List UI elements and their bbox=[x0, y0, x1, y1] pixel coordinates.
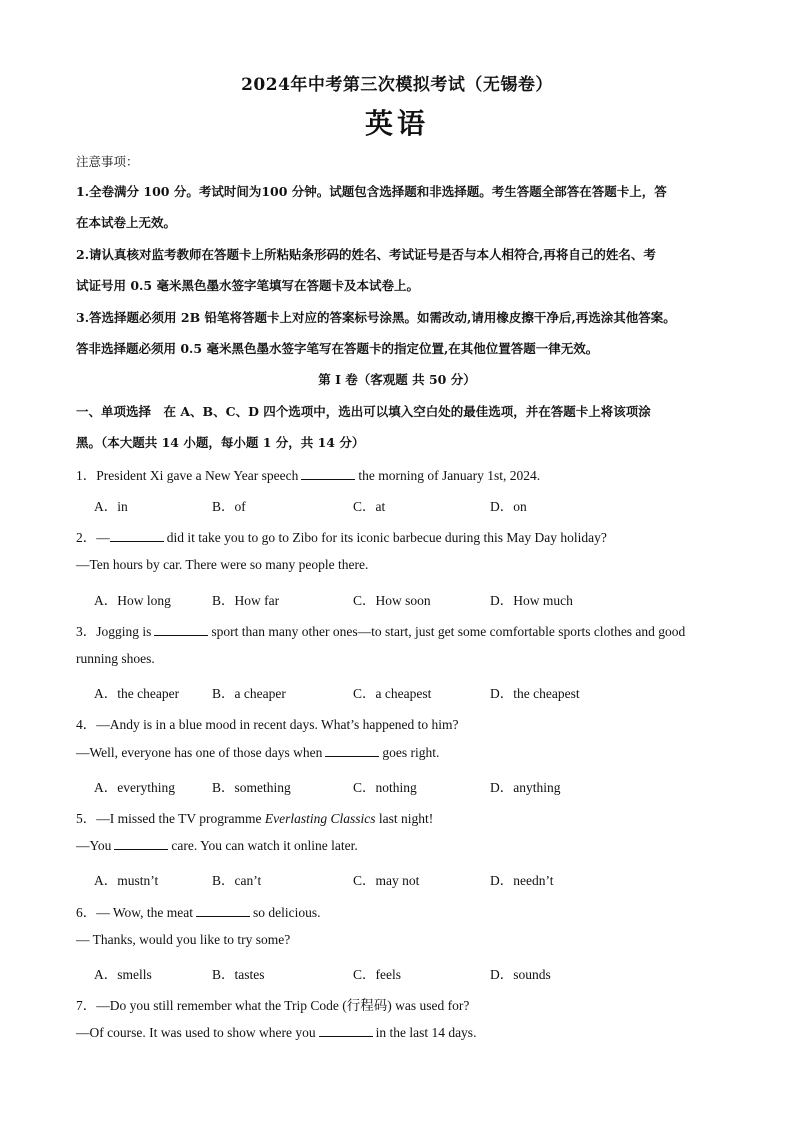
question-3: 3．Jogging is sport than many other ones—to start, just get some comfortable sports clothes and good bbox=[76, 624, 686, 639]
notice-item-1b: 在本试卷上无效。 bbox=[76, 215, 177, 230]
option-d: D．How much bbox=[490, 593, 573, 608]
question-6: 6．— Wow, the meat so delicious. bbox=[76, 905, 321, 920]
option-a: A．mustn’t bbox=[94, 873, 159, 888]
option-a: A．How long bbox=[94, 593, 171, 608]
option-c: C．feels bbox=[353, 967, 401, 982]
option-d: D．needn’t bbox=[490, 873, 554, 888]
option-d: D．on bbox=[490, 499, 527, 514]
option-b: B．a cheaper bbox=[212, 686, 286, 701]
question-2: 2．— did it take you to go to Zibo for its iconic barbecue during this May Day holiday? bbox=[76, 530, 607, 545]
section1-instructions-b: 黑。（本大题共 14 小题，每小题 1 分，共 14 分） bbox=[76, 435, 365, 450]
answer-blank bbox=[196, 906, 250, 917]
question-2-reply: —Ten hours by car. There were so many people there. bbox=[76, 557, 369, 572]
question-3-continued: running shoes. bbox=[76, 651, 155, 666]
exam-subject: 英语 bbox=[364, 107, 429, 140]
question-5: 5．—I missed the TV programme Everlasting Classics last night! bbox=[76, 811, 434, 826]
option-b: B．How far bbox=[212, 593, 280, 608]
notice-item-1a: 1.全卷满分 100 分。考试时间为100 分钟。试题包含选择题和非选择题。考生答题全部答在答题卡上，答 bbox=[76, 184, 667, 199]
notice-item-2b: 试证号用 0.5 毫米黑色墨水签字笔填写在答题卡及本试卷上。 bbox=[76, 278, 419, 293]
option-c: C．at bbox=[353, 499, 386, 514]
exam-title: 2024年中考第三次模拟考试（无锡卷） bbox=[241, 75, 553, 95]
question-4-reply: —Well, everyone has one of those days when goes right. bbox=[76, 745, 440, 760]
option-b: B．can’t bbox=[212, 873, 262, 888]
option-a: A．the cheaper bbox=[94, 686, 180, 701]
answer-blank bbox=[154, 625, 208, 636]
option-c: C．nothing bbox=[353, 780, 417, 795]
question-7-reply: —Of course. It was used to show where you in the last 14 days. bbox=[76, 1025, 477, 1040]
answer-blank bbox=[319, 1026, 373, 1037]
notice-item-3a: 3.答选择题必须用 2B 铅笔将答题卡上对应的答案标号涂黑。如需改动,请用橡皮擦干净后,再选涂其他答案。 bbox=[76, 310, 676, 325]
option-b: B．tastes bbox=[212, 967, 265, 982]
option-c: C．a cheapest bbox=[353, 686, 432, 701]
question-4: 4．—Andy is in a blue mood in recent days. What’s happened to him? bbox=[76, 717, 459, 732]
option-c: C．may not bbox=[353, 873, 420, 888]
question-6-reply: — Thanks, would you like to try some? bbox=[76, 932, 291, 947]
section1-instructions-a: 一、单项选择 在 A、B、C、D 四个选项中，选出可以填入空白处的最佳选项，并在答题卡上将该项涂 bbox=[76, 404, 651, 419]
option-d: D．anything bbox=[490, 780, 561, 795]
notice-heading: 注意事项： bbox=[76, 154, 139, 169]
option-b: B．something bbox=[212, 780, 291, 795]
part1-heading: 第 I 卷（客观题 共 50 分） bbox=[318, 372, 476, 387]
answer-blank bbox=[301, 469, 355, 480]
option-a: A．in bbox=[94, 499, 128, 514]
answer-blank bbox=[325, 746, 379, 757]
option-b: B．of bbox=[212, 499, 246, 514]
question-7: 7．—Do you still remember what the Trip Code (行程码) was used for? bbox=[76, 998, 470, 1013]
option-a: A．smells bbox=[94, 967, 152, 982]
option-a: A．everything bbox=[94, 780, 175, 795]
notice-item-2a: 2.请认真核对监考教师在答题卡上所粘贴条形码的姓名、考试证号是否与本人相符合,再将自己的姓名、考 bbox=[76, 247, 656, 262]
option-d: D．sounds bbox=[490, 967, 551, 982]
question-1: 1．President Xi gave a New Year speech the morning of January 1st, 2024. bbox=[76, 468, 541, 483]
programme-title: Everlasting Classics bbox=[264, 811, 376, 826]
question-5-reply: —You care. You can watch it online later. bbox=[76, 838, 358, 853]
option-d: D．the cheapest bbox=[490, 686, 580, 701]
answer-blank bbox=[114, 839, 168, 850]
option-c: C．How soon bbox=[353, 593, 431, 608]
notice-item-3b: 答非选择题必须用 0.5 毫米黑色墨水签字笔写在答题卡的指定位置,在其他位置答题一律无效。 bbox=[76, 341, 599, 356]
answer-blank bbox=[110, 531, 164, 542]
